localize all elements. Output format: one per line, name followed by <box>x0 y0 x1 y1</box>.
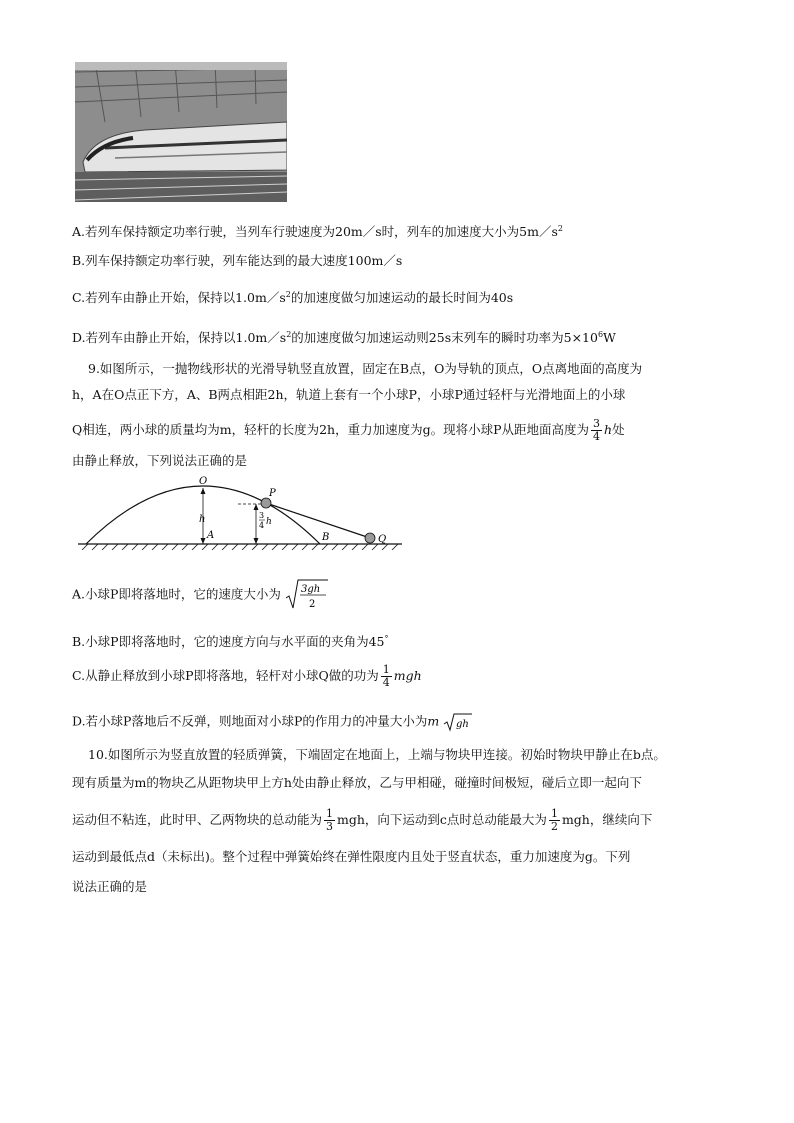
q9-frac-three-quarters: $\frac{3}{4}$ <box>593 417 601 443</box>
frac-one-quarter: $\frac{1}{4}$ <box>382 663 390 689</box>
label-frac-den: 4 <box>259 521 265 530</box>
q9-line-4: 由静止释放，下列说法正确的是 <box>72 453 248 468</box>
ball-q-icon <box>365 533 375 543</box>
ball-p-icon <box>261 498 271 508</box>
q8-option-a: A.若列车保持额定功率行驶，当列车行驶速度为20m／s时，列车的加速度大小为$5m/s^2$ <box>72 224 563 240</box>
svg-text:2: 2 <box>308 599 316 610</box>
label-frac-num: 3 <box>259 511 265 520</box>
label-q: Q <box>378 534 387 545</box>
q10-line-1: 10.如图所示为竖直放置的轻质弹簧，下端固定在地面上，上端与物块甲连接。初始时物块甲静止在b点。 <box>88 747 666 762</box>
label-h: h <box>199 514 206 525</box>
train-photo <box>75 62 287 202</box>
q10-line-3: 运动但不粘连，此时甲、乙两物块的总动能为 $\frac{1}{3}$ mgh，向下运动到c点时总动能最大为 $\frac{1}{2}$ mgh，继续向下 <box>72 807 653 833</box>
q9-line-3: Q相连，两小球的质量均为m，轻杆的长度为2h，重力加速度为g。现将小球P从距地面高度为 $\frac{3}{4}$ h处 <box>72 417 625 443</box>
svg-text:gh: gh <box>456 719 470 730</box>
q9-option-c: C.从静止释放到小球P即将落地，轻杆对小球Q做的功为 $\frac{1}{4}$ mgh <box>72 663 422 689</box>
sqrt-gh <box>443 712 473 732</box>
label-b: B <box>322 532 330 543</box>
q9-figure <box>76 474 406 550</box>
q10-line-4: 运动到最低点d（未标出)。整个过程中弹簧始终在弹性限度内且处于竖直状态，重力加速度为g。下列 <box>72 849 631 864</box>
q8-option-b: B.列车保持额定功率行驶，列车能达到的最大速度100m／s <box>72 253 403 268</box>
q9-option-d: D.若小球P落地后不反弹，则地面对小球P的作用力的冲量大小为m gh <box>72 712 473 732</box>
q10-line-5: 说法正确的是 <box>72 879 148 894</box>
q8-option-c: C.若列车由静止开始，保持以$1.0m/s^2$的加速度做匀加速运动的最长时间为40s <box>72 290 514 306</box>
frac-one-third: $\frac{1}{3}$ <box>326 807 334 833</box>
q10-line-2: 现有质量为m的物块乙从距物块甲上方h处由静止释放，乙与甲相碰，碰撞时间极短，碰后立即一起向下 <box>72 775 642 790</box>
frac-one-half: $\frac{1}{2}$ <box>550 807 558 833</box>
label-o: O <box>199 476 208 487</box>
q9-line-1: 9.如图所示，一抛物线形状的光滑导轨竖直放置，固定在B点，O为导轨的顶点，O点离地面的高度为 <box>88 361 643 376</box>
q9-option-b: B.小球P即将落地时，它的速度方向与水平面的夹角为45° <box>72 634 389 650</box>
label-frac-var: h <box>266 517 272 527</box>
q9-line-2: h，A在O点正下方，A、B两点相距2h，轨道上套有一个小球P，小球P通过轻杆与光滑地面上的小球 <box>72 387 626 402</box>
q8-option-d: D.若列车由静止开始，保持以$1.0m/s^2$的加速度做匀加速运动则25s末列车的瞬时功率为$5\times 10^6W$ <box>72 330 616 346</box>
q9-option-a: A.小球P即将落地时，它的速度大小为 3gh 2 <box>72 578 329 612</box>
svg-text:3gh: 3gh <box>300 584 321 595</box>
sqrt-expression <box>285 578 329 612</box>
label-a: A <box>207 530 215 541</box>
label-p: P <box>269 488 276 499</box>
